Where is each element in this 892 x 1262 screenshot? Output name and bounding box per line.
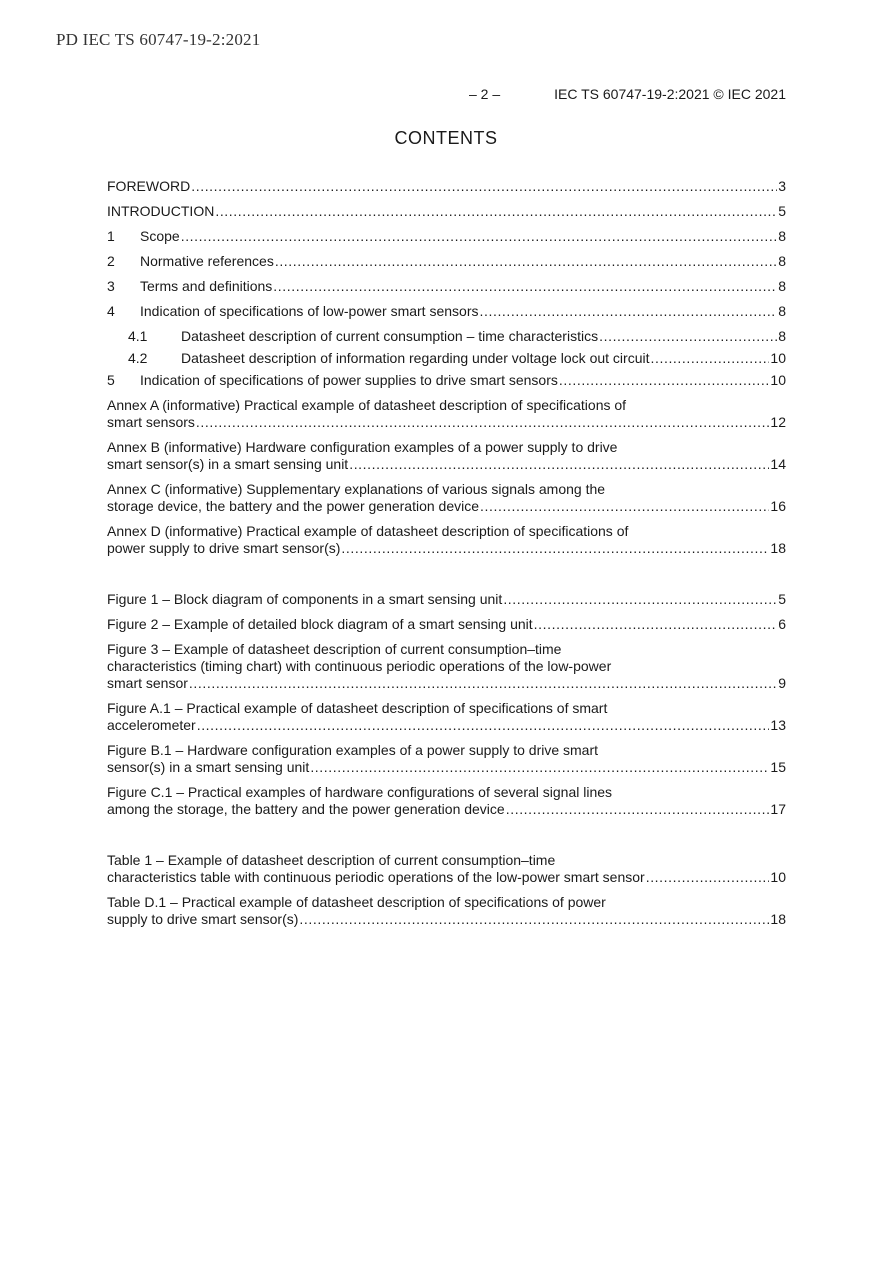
toc-entry-number: 2 bbox=[107, 253, 115, 269]
toc-entry-text: characteristics (timing chart) with continuous periodic operations of the low-power bbox=[107, 658, 612, 674]
dot-leader bbox=[191, 178, 777, 195]
toc-entry-number: 1 bbox=[107, 228, 115, 244]
toc-entry-text: among the storage, the battery and the power generation device bbox=[107, 801, 505, 817]
toc-entry-page: 5 bbox=[778, 591, 786, 607]
toc-entry-text: Datasheet description of information regarding under voltage lock out circuit bbox=[181, 350, 650, 366]
toc-table-entry[interactable] bbox=[107, 894, 786, 928]
contents-title: CONTENTS bbox=[394, 128, 498, 148]
toc-entry-page: 13 bbox=[770, 717, 786, 733]
toc-entry-text: Scope bbox=[140, 228, 180, 244]
toc-gap bbox=[107, 826, 786, 852]
dot-leader bbox=[197, 717, 770, 734]
dot-leader bbox=[599, 328, 777, 345]
toc-entry-page: 6 bbox=[778, 616, 786, 632]
toc-section-entry[interactable] bbox=[107, 178, 786, 195]
toc-entry-page: 18 bbox=[770, 911, 786, 927]
dot-leader bbox=[503, 591, 777, 608]
toc-entry-text: Indication of specifications of low-power smart sensors bbox=[140, 303, 479, 319]
dot-leader bbox=[534, 616, 778, 633]
toc-entry-text: smart sensor(s) in a smart sensing unit bbox=[107, 456, 349, 472]
toc-entry-page: 8 bbox=[778, 303, 786, 319]
toc-figure-entry[interactable] bbox=[107, 641, 786, 692]
toc-entry-page: 3 bbox=[778, 178, 786, 194]
toc-entry-text: Table D.1 – Practical example of datasheet description of specifications of power bbox=[107, 894, 606, 910]
toc-section-entry[interactable] bbox=[107, 278, 786, 295]
toc-entry-number: 4 bbox=[107, 303, 115, 319]
standard-reference: IEC TS 60747-19-2:2021 © IEC 2021 bbox=[554, 86, 786, 102]
toc-entry-number: 4.2 bbox=[128, 350, 148, 366]
dot-leader bbox=[215, 203, 777, 220]
toc-section-entry[interactable] bbox=[107, 328, 786, 345]
document-id: PD IEC TS 60747-19-2:2021 bbox=[56, 30, 261, 49]
toc-entry-page: 18 bbox=[770, 540, 786, 556]
toc-entry-text: Annex C (informative) Supplementary explanations of various signals among the bbox=[107, 481, 606, 497]
toc-section-entry[interactable] bbox=[107, 228, 786, 245]
dot-leader bbox=[646, 869, 770, 886]
toc-table-entry[interactable] bbox=[107, 852, 786, 886]
dot-leader bbox=[275, 253, 777, 270]
toc-entry-page: 9 bbox=[778, 675, 786, 691]
dot-leader bbox=[181, 228, 778, 245]
toc-entry-text: Terms and definitions bbox=[140, 278, 273, 294]
page-header bbox=[0, 86, 786, 102]
toc-sections bbox=[107, 178, 786, 557]
toc-figures bbox=[107, 591, 786, 818]
toc-entry-text: Table 1 – Example of datasheet description of current consumption–time bbox=[107, 852, 556, 868]
toc-entry-page: 10 bbox=[770, 372, 786, 388]
toc-entry-text: power supply to drive smart sensor(s) bbox=[107, 540, 341, 556]
dot-leader bbox=[559, 372, 770, 389]
toc-figure-entry[interactable] bbox=[107, 742, 786, 776]
toc-figure-entry[interactable] bbox=[107, 591, 786, 608]
toc-entry-text: Figure 2 – Example of detailed block diagram of a smart sensing unit bbox=[107, 616, 533, 632]
toc-entry-number: 3 bbox=[107, 278, 115, 294]
toc-figure-entry[interactable] bbox=[107, 616, 786, 633]
toc-entry-text: Indication of specifications of power supplies to drive smart sensors bbox=[140, 372, 558, 388]
toc-entry-page: 17 bbox=[770, 801, 786, 817]
toc-entry-page: 8 bbox=[778, 253, 786, 269]
toc-entry-text: Normative references bbox=[140, 253, 274, 269]
toc-figure-entry[interactable] bbox=[107, 784, 786, 818]
toc-entry-page: 12 bbox=[770, 414, 786, 430]
toc-entry-text: sensor(s) in a smart sensing unit bbox=[107, 759, 310, 775]
toc-entry-text: characteristics table with continuous periodic operations of the low-power smart sensor bbox=[107, 869, 645, 885]
dot-leader bbox=[273, 278, 777, 295]
page-number: – 2 – bbox=[468, 86, 501, 102]
dot-leader bbox=[506, 801, 770, 818]
dot-leader bbox=[650, 350, 769, 367]
toc-entry-text: Annex D (informative) Practical example of datasheet description of specifications of bbox=[107, 523, 629, 539]
toc-tables bbox=[107, 852, 786, 928]
toc-entry-text: Figure A.1 – Practical example of datasheet description of specifications of smart bbox=[107, 700, 608, 716]
dot-leader bbox=[341, 540, 769, 557]
toc-section-entry[interactable] bbox=[107, 253, 786, 270]
toc-entry-text: FOREWORD bbox=[107, 178, 191, 194]
toc-entry-text: Figure 3 – Example of datasheet description of current consumption–time bbox=[107, 641, 562, 657]
toc-entry-page: 8 bbox=[778, 278, 786, 294]
toc-entry-number: 5 bbox=[107, 372, 115, 388]
toc-entry-text: Figure 1 – Block diagram of components in a smart sensing unit bbox=[107, 591, 503, 607]
dot-leader bbox=[479, 303, 777, 320]
toc-gap bbox=[107, 565, 786, 591]
toc-entry-text: accelerometer bbox=[107, 717, 196, 733]
toc-section-entry[interactable] bbox=[107, 372, 786, 389]
toc-entry-text: smart sensors bbox=[107, 414, 195, 430]
dot-leader bbox=[189, 675, 777, 692]
toc-entry-text: INTRODUCTION bbox=[107, 203, 215, 219]
toc-entry-page: 16 bbox=[770, 498, 786, 514]
toc-section-entry[interactable] bbox=[107, 203, 786, 220]
toc-entry-page: 5 bbox=[778, 203, 786, 219]
dot-leader bbox=[196, 414, 770, 431]
toc-entry-text: Annex B (informative) Hardware configuration examples of a power supply to drive bbox=[107, 439, 618, 455]
dot-leader bbox=[310, 759, 769, 776]
toc-section-entry[interactable] bbox=[107, 523, 786, 557]
toc-entry-text: Figure B.1 – Hardware configuration examples of a power supply to drive smart bbox=[107, 742, 599, 758]
toc-section-entry[interactable] bbox=[107, 303, 786, 320]
toc-entry-page: 10 bbox=[770, 869, 786, 885]
toc-entry-text: storage device, the battery and the power generation device bbox=[107, 498, 480, 514]
toc-entry-text: Annex A (informative) Practical example of datasheet description of specifications of bbox=[107, 397, 627, 413]
toc-entry-text: supply to drive smart sensor(s) bbox=[107, 911, 299, 927]
dot-leader bbox=[349, 456, 769, 473]
toc-entry-page: 14 bbox=[770, 456, 786, 472]
toc-entry-page: 15 bbox=[770, 759, 786, 775]
toc-entry-page: 8 bbox=[778, 328, 786, 344]
toc-section-entry[interactable] bbox=[107, 439, 786, 473]
toc-entry-text: Datasheet description of current consumption – time characteristics bbox=[181, 328, 599, 344]
toc-entry-page: 10 bbox=[770, 350, 786, 366]
dot-leader bbox=[480, 498, 769, 515]
toc-entry-number: 4.1 bbox=[128, 328, 148, 344]
toc-section-entry[interactable] bbox=[107, 397, 786, 431]
toc-section-entry[interactable] bbox=[107, 350, 786, 367]
toc-figure-entry[interactable] bbox=[107, 700, 786, 734]
toc-entry-text: smart sensor bbox=[107, 675, 188, 691]
toc-entry-page: 8 bbox=[778, 228, 786, 244]
dot-leader bbox=[299, 911, 769, 928]
toc-entry-text: Figure C.1 – Practical examples of hardware configurations of several signal lines bbox=[107, 784, 613, 800]
toc-section-entry[interactable] bbox=[107, 481, 786, 515]
table-of-contents bbox=[107, 178, 786, 936]
